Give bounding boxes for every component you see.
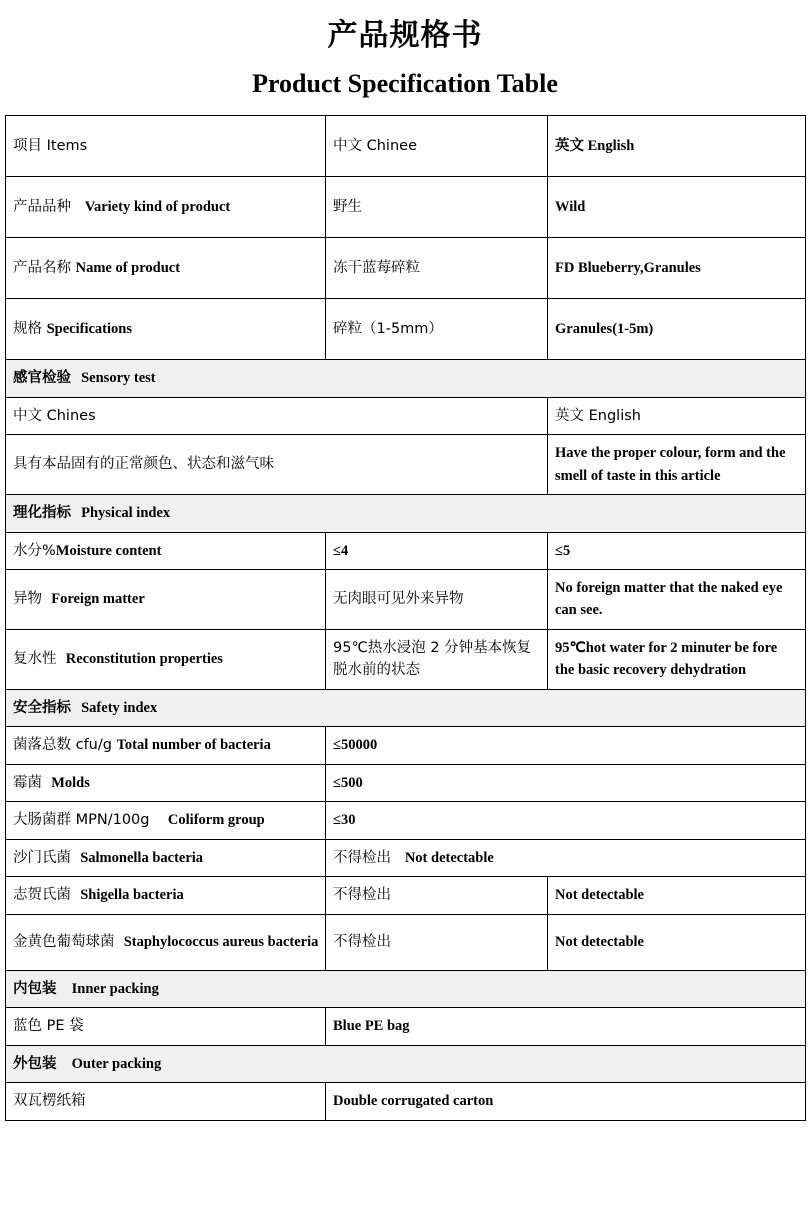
cell-variety-chinese: 野生 — [326, 177, 548, 238]
cell-name-chinese: 冻干蓝莓碎粒 — [326, 238, 548, 299]
section-title-en: Inner packing — [71, 980, 159, 997]
cell-shigella-chinese: 不得检出 — [326, 877, 548, 914]
item-label-en: Shigella bacteria — [80, 887, 184, 904]
table-row — [6, 1083, 806, 1120]
value-cn: 不得检出 — [333, 849, 391, 866]
section-header-inner-packing — [6, 970, 806, 1007]
product-specification-table — [5, 115, 806, 1120]
item-label-en: Moisture content — [55, 542, 162, 559]
table-header-row — [6, 116, 806, 177]
cell-reconstitution-chinese: 95℃热水浸泡 2 分钟基本恢复脱水前的状态 — [326, 629, 548, 689]
section-title-cn: 外包装 — [13, 1055, 57, 1072]
table-row — [6, 914, 806, 970]
item-label-cn: 规格 — [13, 320, 42, 337]
cell-staphylococcus-chinese: 不得检出 — [326, 914, 548, 970]
cell-name-english: FD Blueberry,Granules — [548, 238, 806, 299]
section-title-cn: 安全指标 — [13, 699, 71, 716]
cell-item-molds — [6, 764, 326, 801]
section-title-sensory — [6, 360, 806, 397]
item-label-cn: 志贺氏菌 — [13, 887, 71, 904]
cell-moisture-english: ≤5 — [548, 532, 806, 569]
cell-variety-english: Wild — [548, 177, 806, 238]
section-header-physical — [6, 495, 806, 532]
item-label-cn: 复水性 — [13, 651, 57, 668]
cell-item-total-bacteria — [6, 727, 326, 764]
cell-item-staphylococcus — [6, 914, 326, 970]
cell-item-variety — [6, 177, 326, 238]
item-label-cn: 水分% — [13, 542, 56, 559]
cell-item-salmonella — [6, 839, 326, 876]
cell-reconstitution-english: 95℃hot water for 2 minuter be fore the basic recovery dehydration — [548, 629, 806, 689]
table-row — [6, 177, 806, 238]
section-title-en: Physical index — [81, 505, 171, 522]
item-label-en: Staphylococcus aureus bacteria — [123, 933, 319, 950]
item-label-cn: 产品品种 — [13, 198, 71, 215]
item-label-en: Reconstitution properties — [65, 651, 223, 668]
cell-coliform-value: ≤30 — [326, 802, 806, 839]
item-label-en: Foreign matter — [51, 591, 145, 608]
item-label-cn: 异物 — [13, 591, 42, 608]
item-label-cn: 菌落总数 cfu/g — [13, 737, 112, 754]
item-label-en: Salmonella bacteria — [80, 849, 204, 866]
section-title-physical — [6, 495, 806, 532]
item-label-en: Total number of bacteria — [116, 737, 271, 754]
table-row — [6, 532, 806, 569]
cell-foreign-matter-english: No foreign matter that the naked eye can see. — [548, 570, 806, 630]
cell-inner-packing-english: Blue PE bag — [326, 1008, 806, 1045]
cell-inner-packing-chinese: 蓝色 PE 袋 — [6, 1008, 326, 1045]
value-en: Not detectable — [404, 849, 494, 866]
section-title-safety — [6, 689, 806, 726]
page-title-chinese: 产品规格书 — [327, 18, 483, 53]
item-label-cn: 产品名称 — [13, 259, 71, 276]
cell-item-foreign-matter — [6, 570, 326, 630]
section-title-outer-packing — [6, 1045, 806, 1082]
table-row — [6, 839, 806, 876]
section-title-cn: 理化指标 — [13, 505, 71, 522]
header-cell-chinese: 中文 Chinee — [326, 116, 548, 177]
cell-salmonella-value — [326, 839, 806, 876]
cell-moisture-chinese: ≤4 — [326, 532, 548, 569]
cell-shigella-english: Not detectable — [548, 877, 806, 914]
table-row — [6, 764, 806, 801]
item-label-cn: 霉菌 — [13, 774, 42, 791]
item-label-en: Molds — [51, 774, 90, 791]
table-row — [6, 570, 806, 630]
cell-item-coliform — [6, 802, 326, 839]
section-header-sensory — [6, 360, 806, 397]
item-label-en: Variety kind of product — [84, 198, 231, 215]
section-title-cn: 内包装 — [13, 980, 57, 997]
section-title-inner-packing — [6, 970, 806, 1007]
item-label-cn: 沙门氏菌 — [13, 849, 71, 866]
cell-total-bacteria-value: ≤50000 — [326, 727, 806, 764]
sensory-value-chinese: 具有本品固有的正常颜色、状态和滋气味 — [6, 435, 548, 495]
cell-molds-value: ≤500 — [326, 764, 806, 801]
sensory-value-english: Have the proper colour, form and the smell of taste in this article — [548, 435, 806, 495]
section-title-en: Outer packing — [71, 1055, 162, 1072]
cell-outer-packing-english: Double corrugated carton — [326, 1083, 806, 1120]
cell-specifications-english: Granules(1-5m) — [548, 299, 806, 360]
cell-item-moisture — [6, 532, 326, 569]
cell-staphylococcus-english: Not detectable — [548, 914, 806, 970]
cell-item-specifications — [6, 299, 326, 360]
section-header-safety — [6, 689, 806, 726]
section-title-en: Sensory test — [81, 370, 156, 387]
table-row — [6, 877, 806, 914]
cell-foreign-matter-chinese: 无肉眼可见外来异物 — [326, 570, 548, 630]
page-title-english: Product Specification Table — [252, 69, 558, 98]
item-label-en: Name of product — [75, 259, 181, 276]
table-row — [6, 1008, 806, 1045]
header-cell-items: 项目 Items — [6, 116, 326, 177]
cell-item-shigella — [6, 877, 326, 914]
cell-specifications-chinese: 碎粒（1-5mm） — [326, 299, 548, 360]
sensory-col-english: 英文 English — [548, 397, 806, 434]
table-row — [6, 238, 806, 299]
cell-item-reconstitution — [6, 629, 326, 689]
sensory-col-chinese: 中文 Chines — [6, 397, 548, 434]
item-label-cn: 金黄色葡萄球菌 — [13, 933, 115, 950]
item-label-en: Specifications — [46, 320, 132, 337]
sensory-value-row — [6, 435, 806, 495]
sensory-column-header-row — [6, 397, 806, 434]
table-row — [6, 629, 806, 689]
section-title-en: Safety index — [81, 699, 158, 716]
item-label-cn: 大肠菌群 MPN/100g — [13, 812, 150, 829]
section-header-outer-packing — [6, 1045, 806, 1082]
table-row — [6, 299, 806, 360]
cell-outer-packing-chinese: 双瓦楞纸箱 — [6, 1083, 326, 1120]
item-label-en: Coliform group — [167, 812, 265, 829]
cell-item-name — [6, 238, 326, 299]
table-row — [6, 727, 806, 764]
table-row — [6, 802, 806, 839]
document-page — [0, 18, 810, 1217]
section-title-cn: 感官检验 — [13, 370, 71, 387]
header-cell-english: 英文 English — [548, 116, 806, 177]
